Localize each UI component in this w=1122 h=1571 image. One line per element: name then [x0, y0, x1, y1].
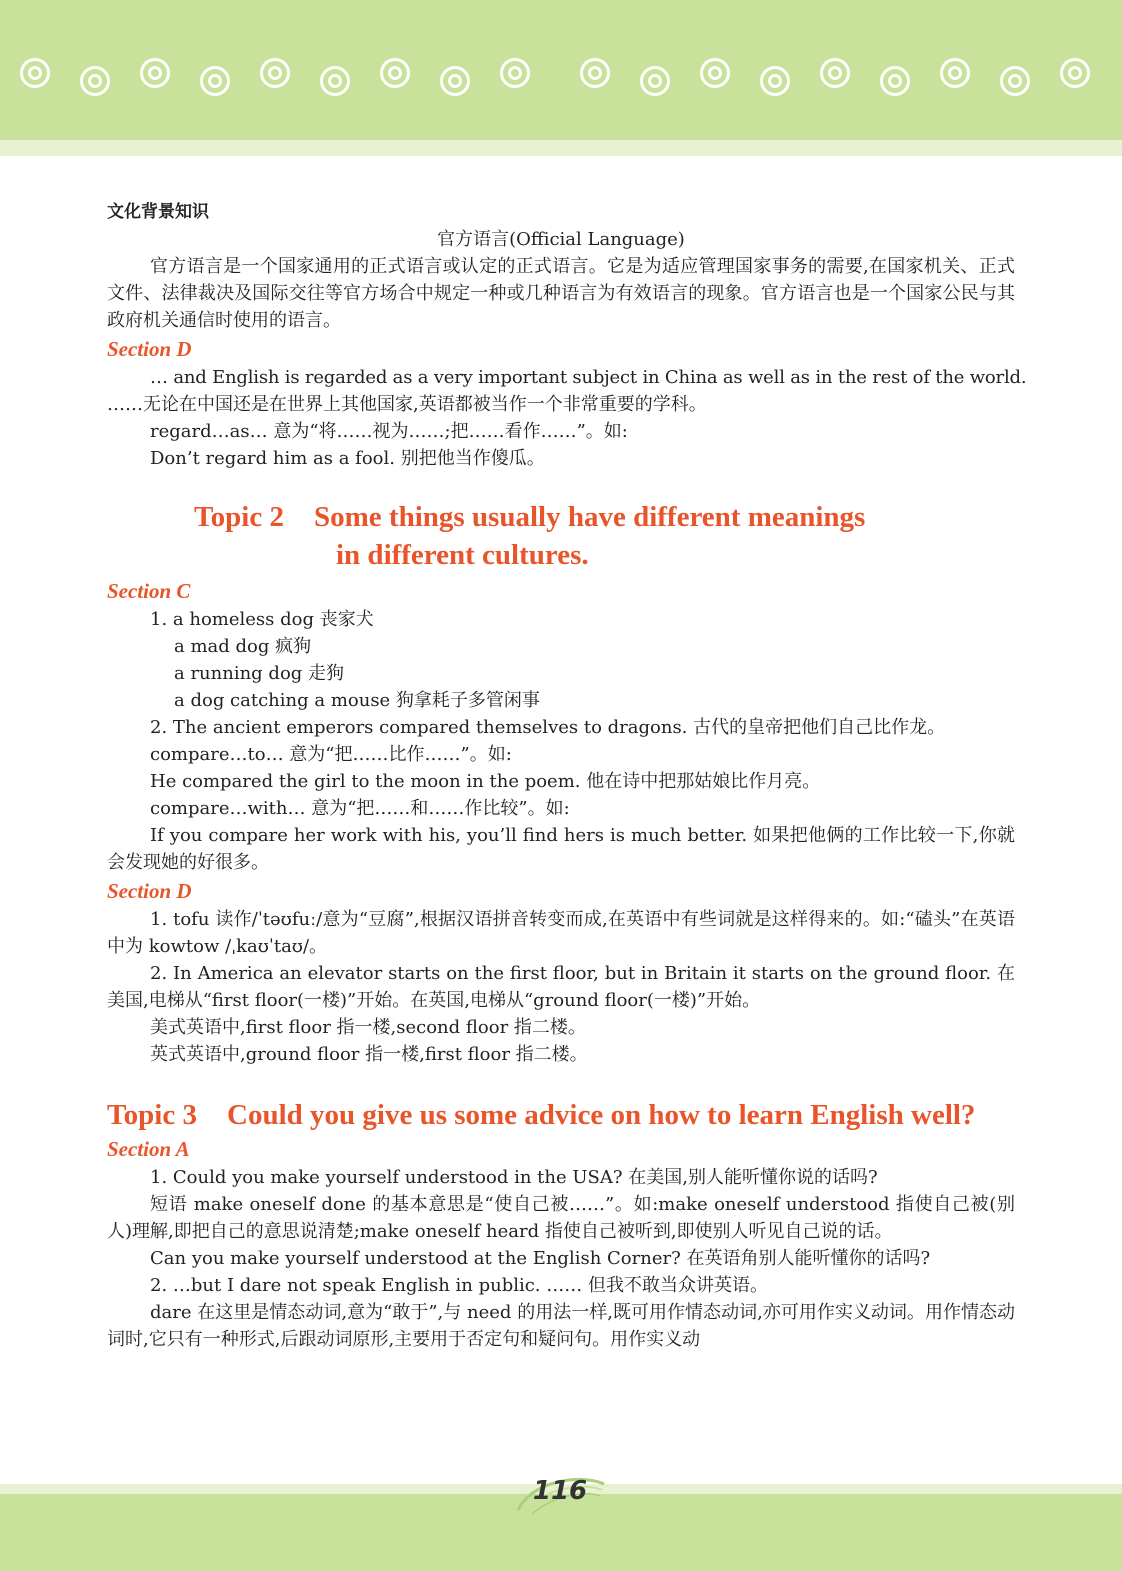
- ring-icon: [20, 58, 50, 88]
- topic-2-title-line1: Some things usually have different meanings: [314, 501, 866, 533]
- list-item: 2. The ancient emperors compared themselves to dragons. 古代的皇帝把他们自己比作龙。: [150, 717, 946, 738]
- list-subitem: a running dog 走狗: [174, 663, 345, 684]
- culture-subtitle: 官方语言(Official Language): [437, 229, 685, 250]
- list-subitem: a mad dog 疯狗: [174, 636, 312, 657]
- section-a-heading: Section A: [107, 1137, 190, 1161]
- ring-icon: [320, 66, 350, 96]
- ring-icon: [1000, 66, 1030, 96]
- paragraph: 2. …but I dare not speak English in public. …… 但我不敢当众讲英语。: [150, 1275, 768, 1296]
- ring-icon: [440, 66, 470, 96]
- section-d-line: ……无论在中国还是在世界上其他国家,英语都被当作一个非常重要的学科。: [107, 394, 707, 415]
- paragraph: 1. Could you make yourself understood in the USA? 在美国,别人能听懂你说的话吗?: [150, 1167, 878, 1188]
- ring-icon: [140, 58, 170, 88]
- section-d-line: Don’t regard him as a fool. 别把他当作傻瓜。: [150, 448, 545, 469]
- ring-icon: [640, 66, 670, 96]
- paragraph: 短语 make oneself done 的基本意思是“使自己被……”。如:make oneself understood 指使自己被(别人)理解,即把自己的意思说清楚;make oneself heard 指使自己被听到,即使别人听见自己说的话。: [107, 1194, 1015, 1242]
- page-content: [107, 198, 1027, 1353]
- topic-3-title-text: Could you give us some advice on how to learn English well?: [227, 1099, 976, 1131]
- topic-3-title: [107, 1096, 1015, 1134]
- page-number: 116: [532, 1476, 588, 1506]
- ring-icon: [820, 58, 850, 88]
- paragraph: 2. In America an elevator starts on the first floor, but in Britain it starts on the ground floor. 在美国,电梯从“first floor(一楼)”开始。在英国,电梯从“ground floor(一楼)”开始。: [107, 963, 1015, 1011]
- ring-icon: [1060, 58, 1090, 88]
- header-strip: [0, 140, 1122, 156]
- ring-icon: [580, 58, 610, 88]
- ring-icon: [80, 66, 110, 96]
- example-sentence: He compared the girl to the moon in the poem. 他在诗中把那姑娘比作月亮。: [150, 771, 821, 792]
- ring-icon: [380, 58, 410, 88]
- paragraph: Can you make yourself understood at the English Corner? 在英语角别人能听懂你的话吗?: [150, 1248, 931, 1269]
- ring-icon: [200, 66, 230, 96]
- section-d-line: … and English is regarded as a very important subject in China as well as in the rest of the world.: [150, 367, 1027, 388]
- section-d-heading: Section D: [107, 337, 192, 361]
- ring-icon: [260, 58, 290, 88]
- example-sentence: If you compare her work with his, you’ll find hers is much better. 如果把他俩的工作比较一下,你就会发现她的好很多。: [107, 825, 1015, 873]
- ring-icon: [500, 58, 530, 88]
- ring-icon: [880, 66, 910, 96]
- topic-2-label: Topic 2: [194, 501, 284, 533]
- section-d-line: regard…as… 意为“将……视为……;把……看作……”。如:: [150, 421, 628, 442]
- section-c-heading: Section C: [107, 579, 191, 603]
- list-subitem: a dog catching a mouse 狗拿耗子多管闲事: [174, 690, 540, 711]
- ring-icon: [700, 58, 730, 88]
- culture-heading: 文化背景知识: [107, 202, 209, 222]
- topic-3-label: Topic 3: [107, 1099, 197, 1131]
- list-item: 1. a homeless dog 丧家犬: [150, 609, 374, 630]
- header-band: [0, 0, 1122, 140]
- usage-note: compare…with… 意为“把……和……作比较”。如:: [150, 798, 570, 819]
- section-d2-heading: Section D: [107, 879, 192, 903]
- ring-icon: [760, 66, 790, 96]
- topic-2-title-line2: in different cultures.: [336, 539, 589, 571]
- culture-paragraph: 官方语言是一个国家通用的正式语言或认定的正式语言。它是为适应管理国家事务的需要,在国家机关、正式文件、法律裁决及国际交往等官方场合中规定一种或几种语言为有效语言的现象。官方语言也是一个国家公民与其政府机关通信时使用的语言。: [107, 256, 1015, 331]
- paragraph: 英式英语中,ground floor 指一楼,first floor 指二楼。: [150, 1044, 588, 1065]
- ring-icon: [940, 58, 970, 88]
- paragraph: 1. tofu 读作/ˈtəʊfuː/意为“豆腐”,根据汉语拼音转变而成,在英语中有些词就是这样得来的。如:“磕头”在英语中为 kowtow /ˌkaʊˈtaʊ/。: [107, 909, 1015, 957]
- paragraph: dare 在这里是情态动词,意为“敢于”,与 need 的用法一样,既可用作情态动词,亦可用作实义动词。用作情态动词时,它只有一种形式,后跟动词原形,主要用于否定句和疑问句。用作实义动: [107, 1302, 1015, 1350]
- usage-note: compare…to… 意为“把……比作……”。如:: [150, 744, 512, 765]
- topic-2-title: [107, 498, 1015, 574]
- paragraph: 美式英语中,first floor 指一楼,second floor 指二楼。: [150, 1017, 586, 1038]
